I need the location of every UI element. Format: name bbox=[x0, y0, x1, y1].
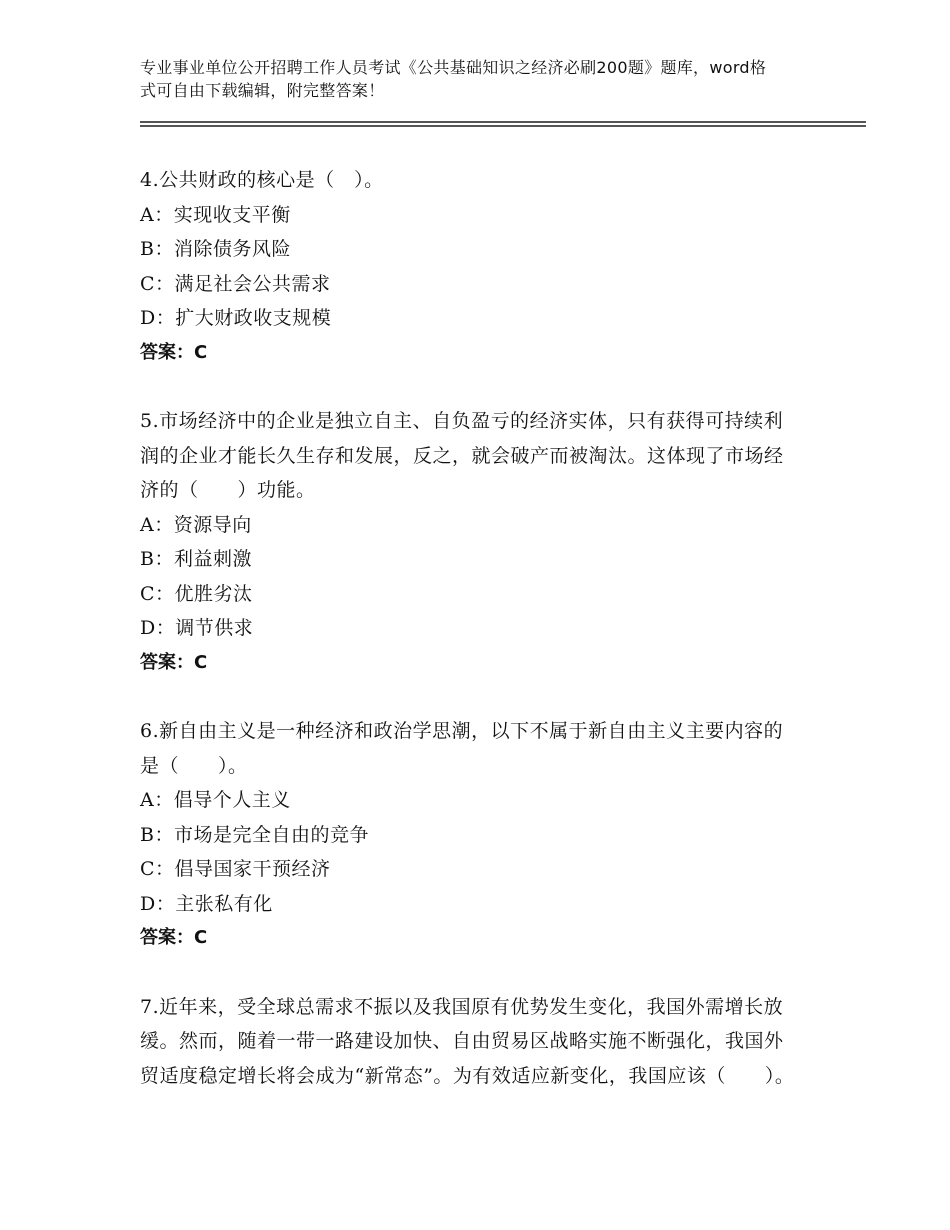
question-text: 5.市场经济中的企业是独立自主、自负盈亏的经济实体，只有获得可持续利润的企业才能长久生存和发展，反之，就会破产而被淘汰。这体现了市场经济的（ ）功能。 bbox=[140, 410, 784, 501]
option-b: B：市场是完全自由的竞争 bbox=[140, 823, 369, 846]
option-b: B：消除债务风险 bbox=[140, 238, 291, 260]
option-d: D：主张私有化 bbox=[140, 892, 273, 915]
spacer bbox=[140, 680, 800, 714]
question-5 bbox=[140, 404, 800, 680]
header-rule-bottom bbox=[140, 125, 866, 127]
option-d: D：调节供求 bbox=[140, 617, 254, 639]
question-text: 6.新自由主义是一种经济和政治学思潮，以下不属于新自由主义主要内容的是（ ）。 bbox=[140, 720, 784, 777]
option-c: C：优胜劣汰 bbox=[140, 582, 253, 605]
spacer bbox=[140, 370, 800, 404]
spacer bbox=[140, 956, 800, 990]
option-c: C：满足社会公共需求 bbox=[140, 272, 331, 295]
question-list bbox=[140, 163, 800, 1093]
option-d: D：扩大财政收支规模 bbox=[140, 307, 332, 329]
question-text: 4.公共财政的核心是（ ）。 bbox=[140, 169, 384, 191]
question-4 bbox=[140, 163, 800, 370]
header-rule-top bbox=[140, 121, 866, 123]
option-a: A：倡导个人主义 bbox=[140, 789, 291, 811]
option-a: A：实现收支平衡 bbox=[140, 203, 291, 226]
option-b: B：利益刺激 bbox=[140, 548, 252, 570]
option-a: A：资源导向 bbox=[140, 513, 252, 536]
answer: 答案：C bbox=[140, 341, 208, 363]
answer: 答案：C bbox=[140, 651, 208, 673]
document-header: 专业事业单位公开招聘工作人员考试《公共基础知识之经济必刷200题》题库，word格式可自由下载编辑，附完整答案！ bbox=[140, 58, 767, 100]
option-c: C：倡导国家干预经济 bbox=[140, 858, 331, 880]
question-text: 7.近年来，受全球总需求不振以及我国原有优势发生变化，我国外需增长放缓。然而，随着一带一路建设加快、自由贸易区战略实施不断强化，我国外贸适度稳定增长将会成为“新常态”。为有效适应新变化，我国应该（ ）。 bbox=[140, 995, 795, 1087]
question-7 bbox=[140, 990, 800, 1094]
question-6 bbox=[140, 714, 800, 956]
answer: 答案：C bbox=[140, 927, 208, 948]
